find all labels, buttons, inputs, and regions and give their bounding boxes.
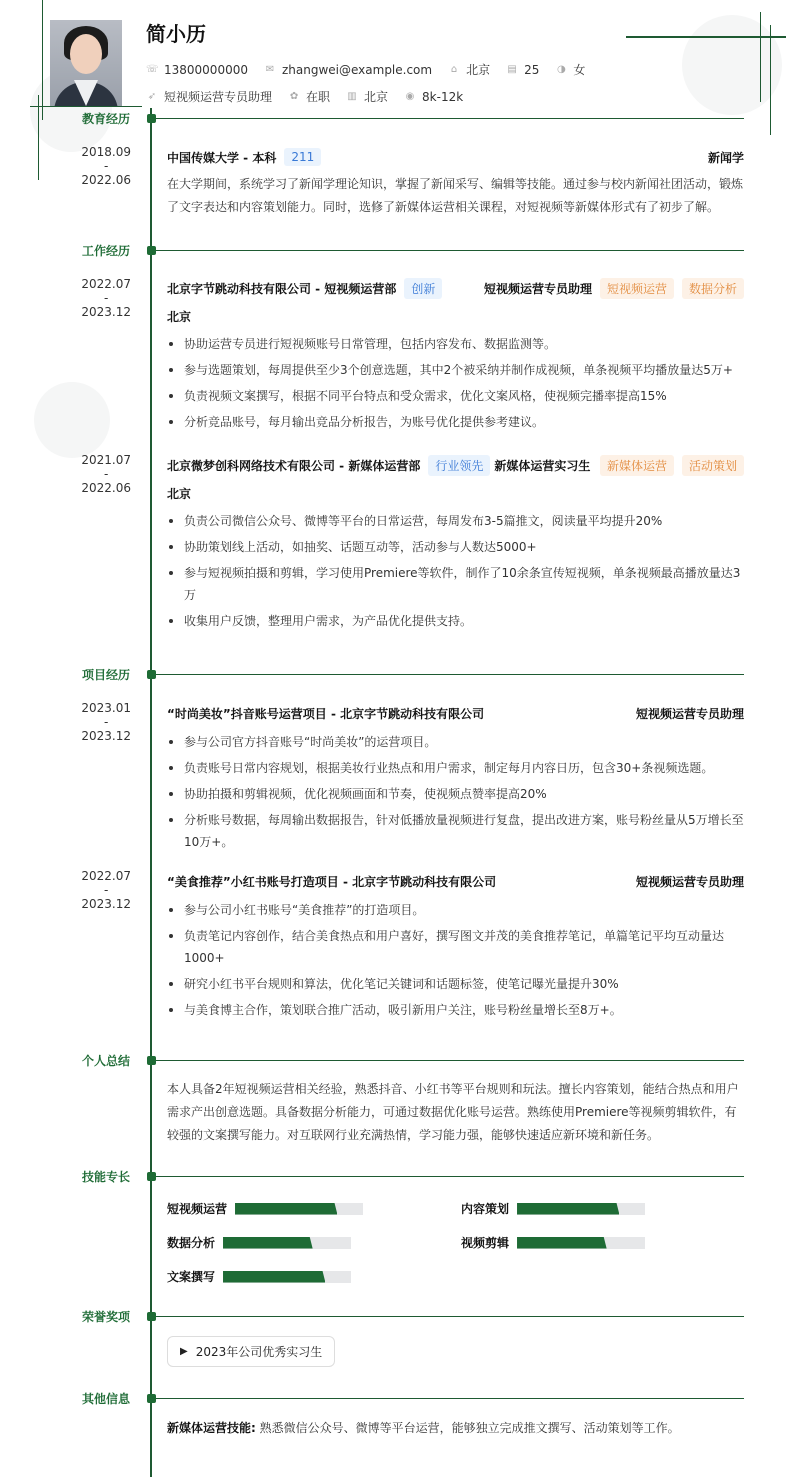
decor-line (42, 0, 43, 120)
school-tag: 211 (284, 148, 321, 166)
section-divider (156, 1316, 744, 1317)
section-dot (147, 1056, 156, 1065)
project-entry (167, 871, 744, 1025)
section-divider (156, 250, 744, 251)
work-entry (167, 278, 744, 437)
date-range: 2022.07 - 2023.12 (81, 869, 131, 911)
section-dot (147, 1172, 156, 1181)
bullet: 收集用户反馈，整理用户需求，为产品优化提供支持。 (167, 610, 744, 632)
section-title-education: 教育经历 (81, 112, 130, 126)
skill-bar-fill (517, 1203, 619, 1215)
decor-line (30, 106, 142, 107)
company-tag: 创新 (404, 278, 442, 299)
skill-bar-fill (235, 1203, 337, 1215)
skill-bar-fill (223, 1271, 325, 1283)
decor-line (760, 12, 761, 102)
section-title-summary: 个人总结 (81, 1054, 130, 1068)
age: 25 (524, 62, 540, 77)
decor-circle (682, 15, 782, 115)
salary-icon: ◉ (405, 91, 415, 102)
avatar-photo (50, 20, 122, 106)
section-dot (147, 114, 156, 123)
company: 北京字节跳动科技有限公司 - 短视频运营部 (167, 281, 397, 296)
decor-circle (34, 382, 110, 458)
skill-item: 文案撰写 (167, 1268, 351, 1285)
intent-city: 北京 (364, 90, 389, 104)
status-icon: ✿ (289, 91, 299, 102)
timeline-line (150, 108, 152, 1477)
bullet: 协助拍摄和剪辑视频，优化视频画面和节奏，使视频点赞率提高20% (167, 783, 744, 805)
age-icon: ▤ (507, 64, 517, 75)
section-divider (156, 1398, 744, 1399)
phone-icon: ☏ (146, 64, 159, 75)
role: 短视频运营专员助理 (483, 281, 592, 296)
role: 短视频运营专员助理 (635, 874, 744, 889)
job-intent: 短视频运营专员助理 (164, 90, 273, 104)
section-dot (147, 1312, 156, 1321)
decor-line (626, 36, 786, 38)
bullet: 负责公司微信公众号、微博等平台的日常运营，每周发布3-5篇推文，阅读量平均提升20% (167, 510, 744, 532)
section-dot (147, 1394, 156, 1403)
education-entry (167, 147, 744, 219)
skill-bar (235, 1203, 363, 1215)
bullet: 负责笔记内容创作，结合美食热点和用户喜好，撰写图文并茂的美食推荐笔记，单篇笔记平均互动量达1000+ (167, 925, 744, 969)
other-info: 新媒体运营技能: 熟悉微信公众号、微博等平台运营，能够独立完成推文撰写、活动策划等工作。 (167, 1421, 680, 1435)
bullet: 分析账号数据，每周输出数据报告，针对低播放量视频进行复盘，提出改进方案，账号粉丝量从5万增长至10万+。 (167, 809, 744, 853)
bullet: 负责视频文案撰写，根据不同平台特点和受众需求，优化文案风格，使视频完播率提高15% (167, 385, 744, 407)
section-title-work: 工作经历 (81, 244, 130, 258)
skill-tag: 新媒体运营 (600, 455, 674, 476)
gender-icon: ◑ (557, 64, 566, 75)
bullet: 负责账号日常内容规划，根据美妆行业热点和用户需求，制定每月内容日历，包含30+条视频选题。 (167, 757, 744, 779)
date-range: 2023.01 - 2023.12 (81, 701, 131, 743)
salary: 8k-12k (422, 89, 464, 104)
bullet: 参与短视频拍摄和剪辑，学习使用Premiere等软件，制作了10余条宣传短视频，单条视频最高播放量达3万 (167, 562, 744, 606)
candidate-name: 简小历 (146, 22, 206, 46)
section-title-skills: 技能专长 (81, 1170, 130, 1184)
date-range: 2018.09 - 2022.06 (81, 145, 131, 187)
bullet: 协助策划线上活动，如抽奖、话题互动等，活动参与人数达5000+ (167, 536, 744, 558)
skill-item: 内容策划 (461, 1200, 645, 1217)
section-title-honors: 荣誉奖项 (81, 1310, 130, 1324)
location: 北京 (466, 63, 491, 77)
school: 中国传媒大学 - 本科 (167, 150, 277, 165)
skill-tag: 活动策划 (682, 455, 744, 476)
intent-row (146, 88, 473, 105)
company: 北京微梦创科网络技术有限公司 - 新媒体运营部 (167, 458, 421, 473)
skill-item: 视频剪辑 (461, 1234, 645, 1251)
role: 新媒体运营实习生 (494, 458, 591, 473)
home-icon: ⌂ (450, 64, 458, 75)
work-city: 北京 (167, 487, 192, 501)
send-icon: ➶ (147, 91, 157, 102)
mail-icon: ✉ (265, 64, 275, 75)
company-tag: 行业领先 (428, 455, 490, 476)
work-entry (167, 455, 744, 636)
section-dot (147, 246, 156, 255)
project-name: “时尚美妆”抖音账号运营项目 - 北京字节跳动科技有限公司 (167, 706, 485, 721)
section-divider (156, 1176, 744, 1177)
bullet: 协助运营专员进行短视频账号日常管理，包括内容发布、数据监测等。 (167, 333, 744, 355)
project-entry (167, 703, 744, 857)
gender: 女 (573, 63, 586, 77)
decor-line (770, 25, 771, 135)
project-name: “美食推荐”小红书账号打造项目 - 北京字节跳动科技有限公司 (167, 874, 497, 889)
section-divider (156, 118, 744, 119)
bullet: 与美食博主合作，策划联合推广活动，吸引新用户关注，账号粉丝量增长至8万+。 (167, 999, 744, 1021)
decor-line (38, 95, 39, 180)
bullet: 分析竞品账号，每月输出竞品分析报告，为账号优化提供参考建议。 (167, 411, 744, 433)
skill-bar-fill (223, 1237, 313, 1249)
honor-item[interactable]: ▶ 2023年公司优秀实习生 (167, 1336, 335, 1367)
education-desc: 在大学期间，系统学习了新闻学理论知识，掌握了新闻采写、编辑等技能。通过参与校内新闻社团活动，锻炼了文字表达和内容策划能力。同时，选修了新媒体运营相关课程，对短视频等新媒体形式有了初步了解。 (167, 177, 744, 214)
bullet: 参与选题策划，每周提供至少3个创意选题，其中2个被采纳并制作成视频，单条视频平均播放量达5万+ (167, 359, 744, 381)
job-status: 在职 (306, 90, 331, 104)
phone: 13800000000 (164, 62, 248, 77)
skill-bar (223, 1271, 351, 1283)
summary-text: 本人具备2年短视频运营相关经验，熟悉抖音、小红书等平台规则和玩法。擅长内容策划，能结合热点和用户需求产出创意选题。具备数据分析能力，可通过数据优化账号运营。熟练使用Premiere等视频剪辑软件，有较强的文案撰写能力。对互联网行业充满热情，学习能力强，能够快速适应新环境和新任务。 (167, 1082, 739, 1142)
section-divider (156, 1060, 744, 1061)
bullet: 研究小红书平台规则和算法，优化笔记关键词和话题标签，使笔记曝光量提升30% (167, 973, 744, 995)
skill-item: 短视频运营 (167, 1200, 363, 1217)
bullet: 参与公司小红书账号“美食推荐”的打造项目。 (167, 899, 744, 921)
work-city: 北京 (167, 310, 192, 324)
section-dot (147, 670, 156, 679)
building-icon: ▥ (347, 91, 357, 102)
date-range: 2021.07 - 2022.06 (81, 453, 131, 495)
skill-item: 数据分析 (167, 1234, 351, 1251)
contact-row (146, 61, 595, 78)
bullet: 参与公司官方抖音账号“时尚美妆”的运营项目。 (167, 731, 744, 753)
date-range: 2022.07 - 2023.12 (81, 277, 131, 319)
section-title-other: 其他信息 (81, 1392, 130, 1406)
skill-bar (517, 1203, 645, 1215)
skill-tag: 短视频运营 (600, 278, 674, 299)
section-divider (156, 674, 744, 675)
major: 新闻学 (707, 150, 744, 165)
skill-bar (223, 1237, 351, 1249)
triangle-right-icon: ▶ (180, 1346, 188, 1357)
role: 短视频运营专员助理 (635, 706, 744, 721)
skill-bar-fill (517, 1237, 607, 1249)
skill-bar (517, 1237, 645, 1249)
email: zhangwei@example.com (281, 62, 433, 77)
section-title-projects: 项目经历 (81, 668, 130, 682)
skill-tag: 数据分析 (682, 278, 744, 299)
